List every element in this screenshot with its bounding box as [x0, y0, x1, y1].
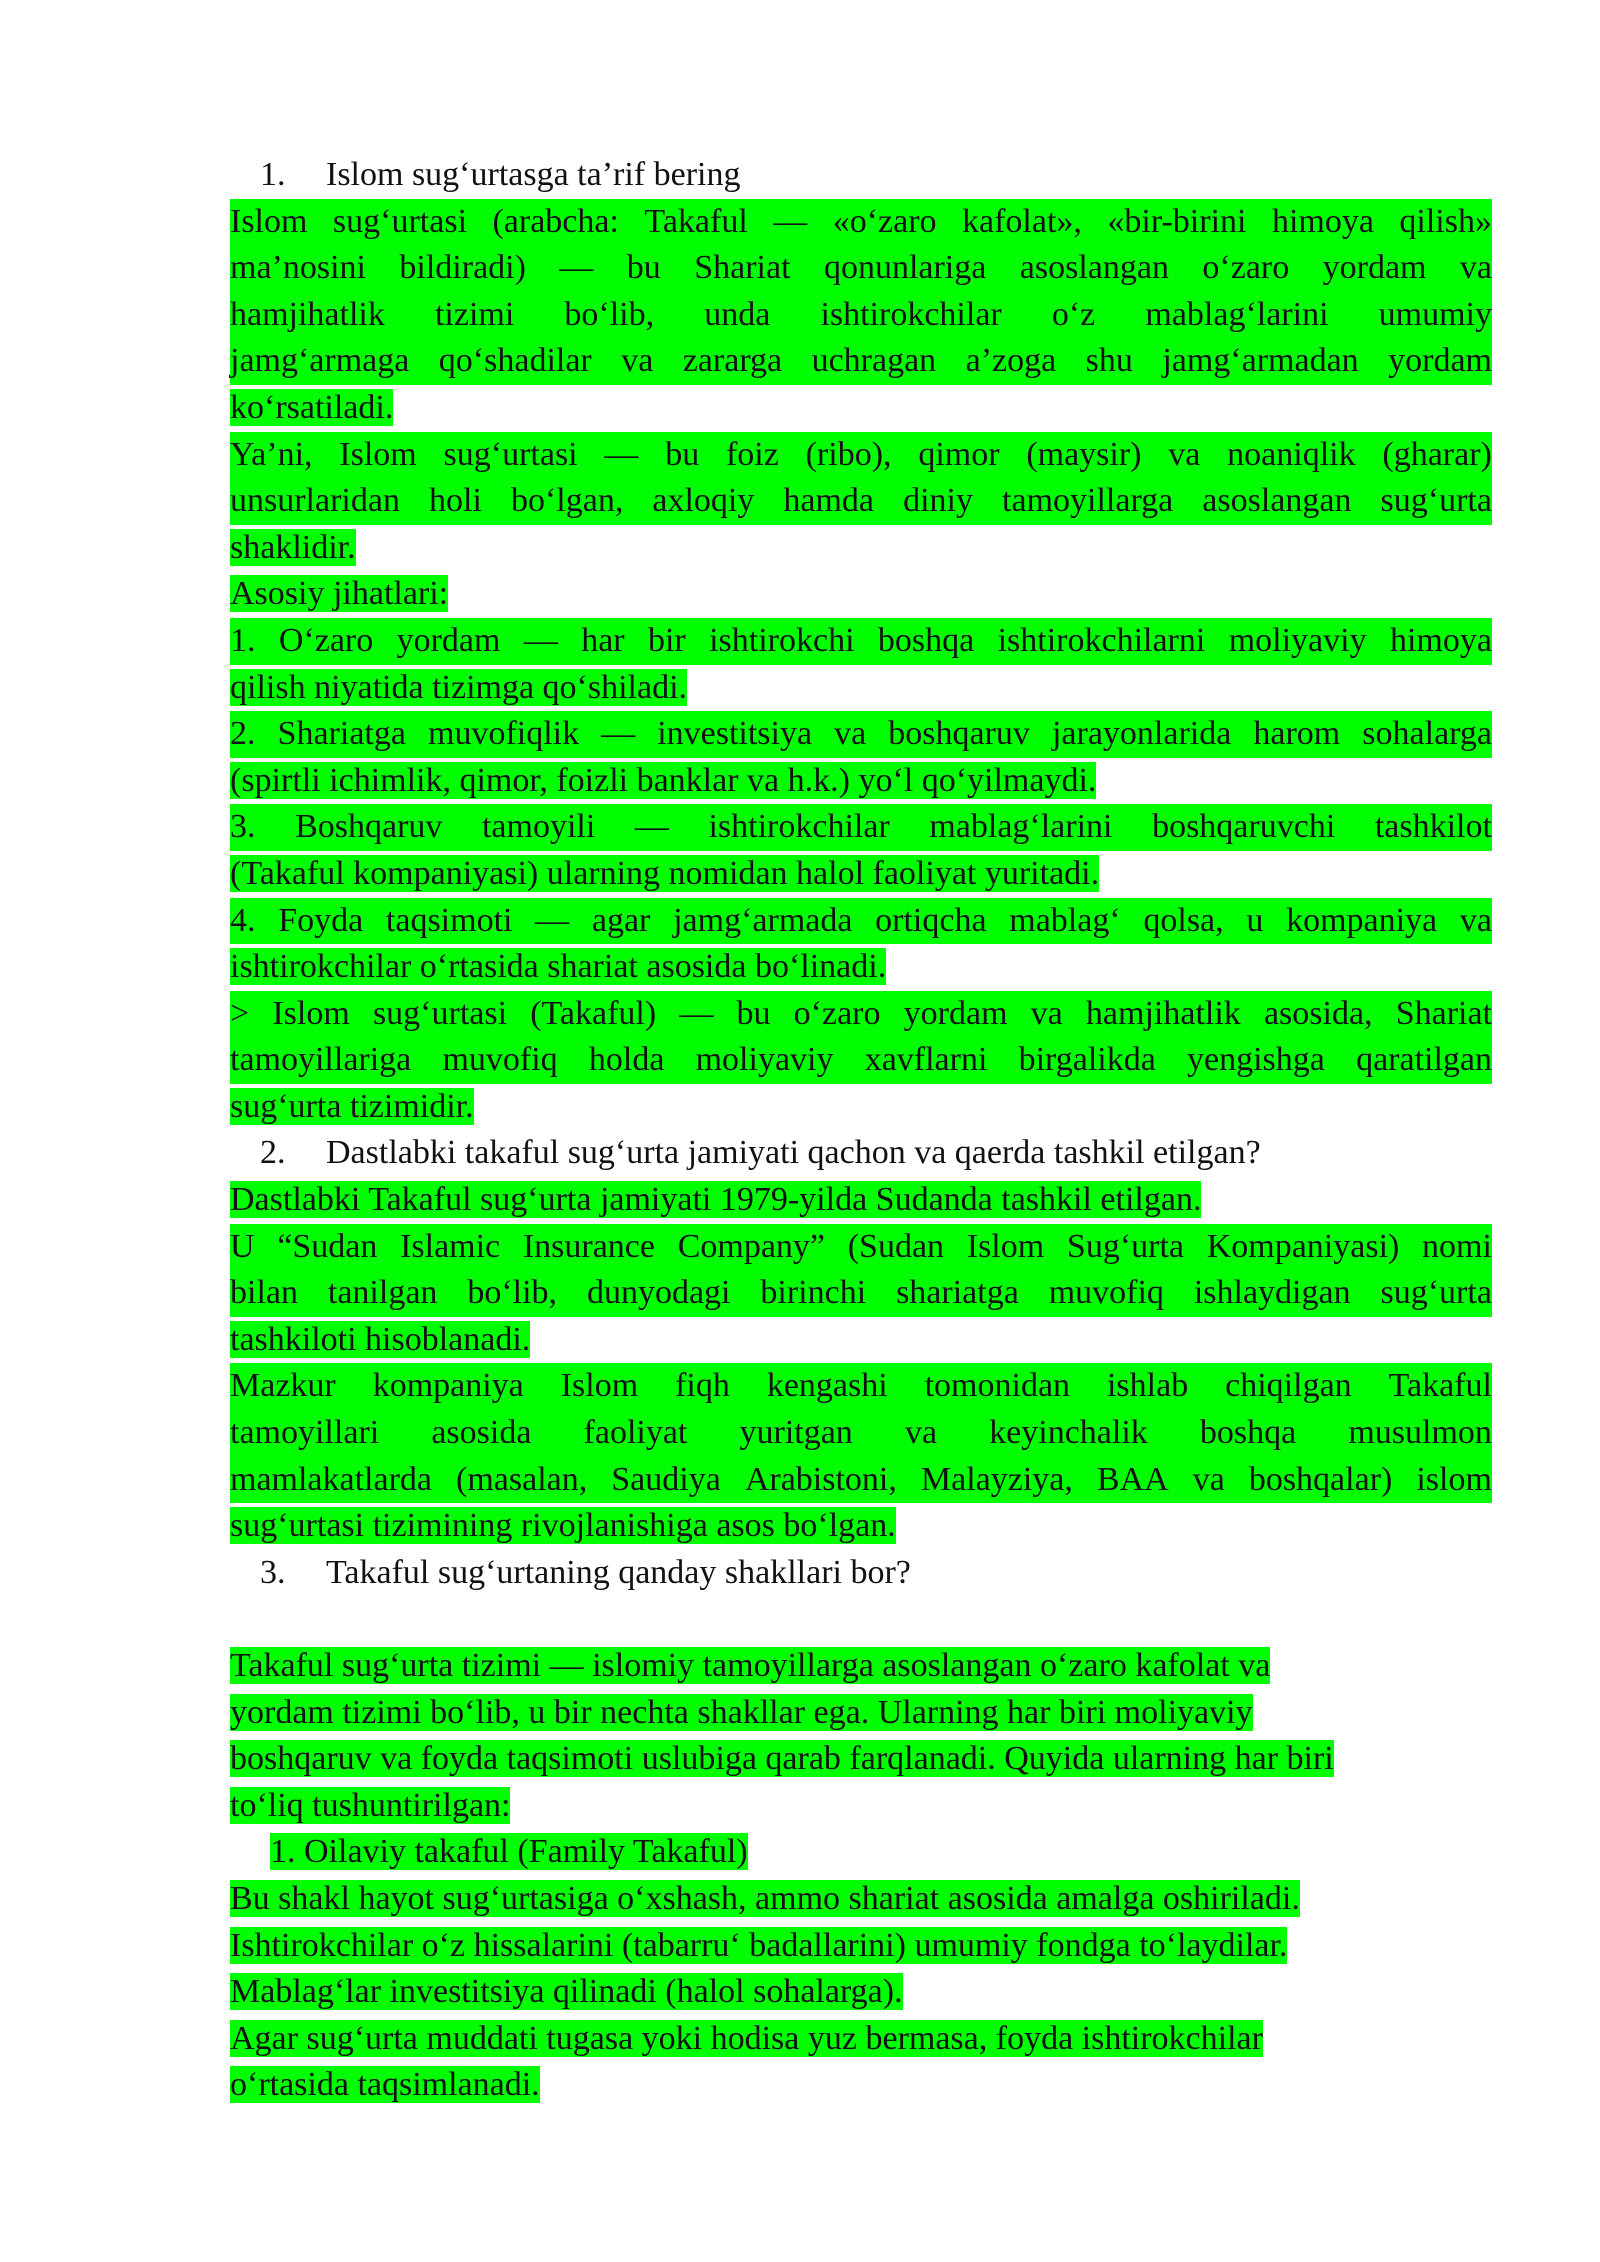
text-line: Agar sug‘urta muddati tugasa yoki hodisa yuz bermasa, foyda ishtirokchilar [230, 2019, 1263, 2057]
question-number: 2. [260, 1134, 286, 1172]
aspect-1 [230, 618, 1492, 711]
answer-2-intro: Dastlabki Takaful sug‘urta jamiyati 1979-yilda Sudanda tashkil etilgan. [230, 1181, 1202, 1219]
type-1-title: 1. Oilaviy takaful (Family Takaful) [270, 1833, 748, 1871]
text-line: (spirtli ichimlik, qimor, foizli banklar va h.k.) yo‘l qo‘yilmaydi. [230, 761, 1097, 799]
text-line: tashkiloti hisoblanadi. [230, 1320, 531, 1358]
text-line: to‘liq tushuntirilgan: [230, 1786, 511, 1824]
aspect-4 [230, 898, 1492, 991]
text-line: tamoyillari asosida faoliyat yuritgan va keyinchalik boshqa musulmon [230, 1410, 1492, 1457]
question-1 [230, 152, 1492, 199]
text-line: Mablag‘lar investitsiya qilinadi (halol sohalarga). [230, 1973, 903, 2011]
answer-1-definition [230, 199, 1492, 432]
text-line: Ishtirokchilar o‘z hissalarini (tabarru‘ badallarini) umumiy fondga to‘laydilar. [230, 1926, 1288, 1964]
text-line: 4. Foyda taqsimoti — agar jamg‘armada ortiqcha mablag‘ qolsa, u kompaniya va [230, 898, 1492, 945]
answer-2-history [230, 1363, 1492, 1549]
text-line: shaklidir. [230, 528, 356, 566]
text-line: jamg‘armaga qo‘shadilar va zararga uchragan a’zoga shu jamg‘armadan yordam [230, 338, 1492, 385]
text-line: 1. O‘zaro yordam — har bir ishtirokchi boshqa ishtirokchilarni moliyaviy himoya [230, 618, 1492, 665]
document-body [230, 152, 1492, 2109]
text-line: Bu shakl hayot sug‘urtasiga o‘xshash, ammo shariat asosida amalga oshiriladi. [230, 1879, 1300, 1917]
text-line: ishtirokchilar o‘rtasida shariat asosida bo‘linadi. [230, 948, 887, 986]
text-line: sug‘urtasi tizimining rivojlanishiga asos bo‘lgan. [230, 1507, 896, 1545]
text-line: > Islom sug‘urtasi (Takaful) — bu o‘zaro yordam va hamjihatlik asosida, Shariat [230, 991, 1492, 1038]
answer-1-explanation [230, 432, 1492, 572]
text-line: boshqaruv va foyda taqsimoti uslubiga qarab farqlanadi. Quyida ularning har biri [230, 1740, 1334, 1778]
text-line: o‘rtasida taqsimlanadi. [230, 2066, 540, 2104]
text-line: Mazkur kompaniya Islom fiqh kengashi tomonidan ishlab chiqilgan Takaful [230, 1363, 1492, 1410]
question-number: 3. [260, 1553, 286, 1591]
text-line: hamjihatlik tizimi bo‘lib, unda ishtirokchilar o‘z mablag‘larini umumiy [230, 292, 1492, 339]
answer-3-intro [230, 1643, 1492, 1829]
text-line: bilan tanilgan bo‘lib, dunyodagi birinchi shariatga muvofiq ishlaydigan sug‘urta [230, 1270, 1492, 1317]
question-text: Islom sug‘urtasga ta’rif bering [326, 156, 741, 193]
text-line: Ya’ni, Islom sug‘urtasi — bu foiz (ribo), qimor (maysir) va noaniqlik (gharar) [230, 432, 1492, 479]
text-line: sug‘urta tizimidir. [230, 1087, 474, 1125]
text-line: Takaful sug‘urta tizimi — islomiy tamoyillarga asoslangan o‘zaro kafolat va [230, 1647, 1271, 1684]
aspect-3 [230, 804, 1492, 897]
type-1-description [230, 1876, 1492, 2109]
text-line: U “Sudan Islamic Insurance Company” (Sudan Islom Sug‘urta Kompaniyasi) nomi [230, 1224, 1492, 1271]
question-text: Dastlabki takaful sug‘urta jamiyati qachon va qaerda tashkil etilgan? [326, 1134, 1261, 1172]
aspects-heading: Asosiy jihatlari: [230, 575, 449, 613]
question-2 [230, 1130, 1492, 1177]
text-line: yordam tizimi bo‘lib, u bir nechta shakllar ega. Ularning har biri moliyaviy [230, 1693, 1253, 1731]
text-line: 3. Boshqaruv tamoyili — ishtirokchilar mablag‘larini boshqaruvchi tashkilot [230, 804, 1492, 851]
question-text: Takaful sug‘urtaning qanday shakllari bor? [326, 1553, 911, 1591]
text-line: qilish niyatida tizimga qo‘shiladi. [230, 668, 688, 706]
text-line: tamoyillariga muvofiq holda moliyaviy xavflarni birgalikda yengishga qaratilgan [230, 1037, 1492, 1084]
text-line: (Takaful kompaniyasi) ularning nomidan halol faoliyat yuritadi. [230, 854, 1100, 892]
text-line: mamlakatlarda (masalan, Saudiya Arabistoni, Malayziya, BAA va boshqalar) islom [230, 1457, 1492, 1504]
question-3 [230, 1550, 1492, 1597]
text-line: unsurlaridan holi bo‘lgan, axloqiy hamda diniy tamoyillarga asoslangan sug‘urta [230, 478, 1492, 525]
aspect-2 [230, 711, 1492, 804]
text-line: Islom sug‘urtasi (arabcha: Takaful — «o‘zaro kafolat», «bir-birini himoya qilish» [230, 199, 1492, 246]
text-line: 2. Shariatga muvofiqlik — investitsiya va boshqaruv jarayonlarida harom sohalarga [230, 711, 1492, 758]
blank-line [230, 1596, 1492, 1643]
text-line: ko‘rsatiladi. [230, 388, 394, 426]
answer-1-summary [230, 991, 1492, 1131]
question-number: 1. [260, 156, 286, 193]
answer-2-company [230, 1224, 1492, 1364]
text-line: ma’nosini bildiradi) — bu Shariat qonunlariga asoslangan o‘zaro yordam va [230, 245, 1492, 292]
